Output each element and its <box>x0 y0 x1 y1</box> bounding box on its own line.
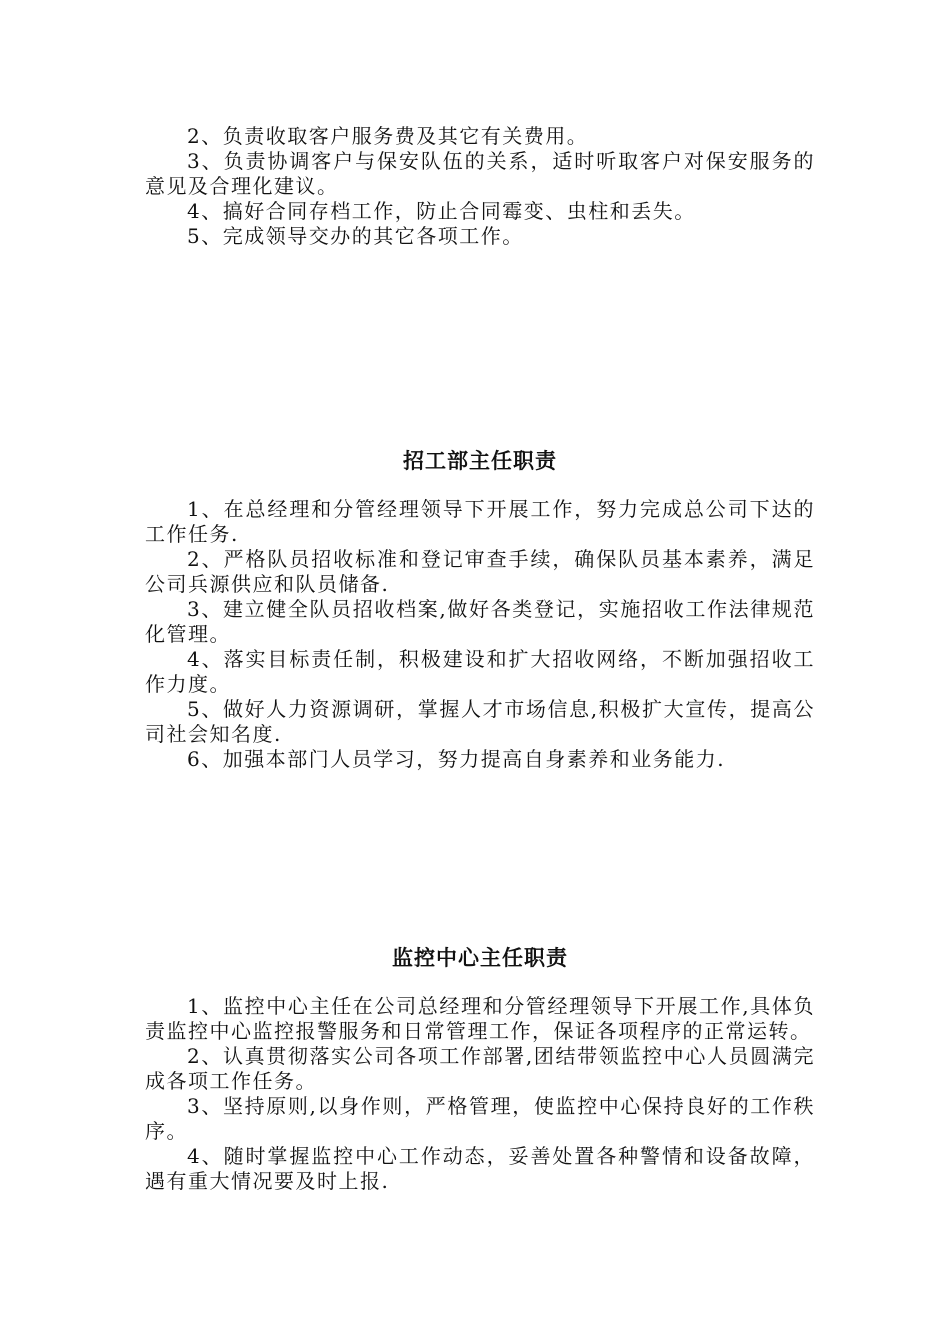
top-item-4: 4、搞好合同存档工作，防止合同霉变、虫柱和丢失。 <box>187 199 696 223</box>
recruit-section-title: 招工部主任职责 <box>403 448 557 473</box>
recruit-item-6: 6、加强本部门人员学习，努力提高自身素养和业务能力. <box>187 747 726 771</box>
top-section <box>145 124 815 249</box>
recruit-item-3: 3、建立健全队员招收档案,做好各类登记，实施招收工作法律规范化管理。 <box>145 597 815 646</box>
monitor-item-4: 4、随时掌握监控中心工作动态，妥善处置各种警情和设备故障，遇有重大情况要及时上报. <box>145 1144 815 1193</box>
monitor-section <box>145 994 815 1194</box>
top-item-3: 3、负责协调客户与保安队伍的关系，适时听取客户对保安服务的意见及合理化建议。 <box>145 149 815 198</box>
monitor-item-3: 3、坚持原则,以身作则，严格管理，使监控中心保持良好的工作秩序。 <box>145 1094 815 1143</box>
monitor-section-title: 监控中心主任职责 <box>392 945 568 970</box>
recruit-item-1: 1、在总经理和分管经理领导下开展工作，努力完成总公司下达的工作任务. <box>145 497 815 546</box>
recruit-item-5: 5、做好人力资源调研，掌握人才市场信息,积极扩大宣传，提高公司社会知名度. <box>145 697 815 746</box>
monitor-item-1: 1、监控中心主任在公司总经理和分管经理领导下开展工作,具体负责监控中心监控报警服务和日常管理工作，保证各项程序的正常运转。 <box>145 994 815 1043</box>
top-item-5: 5、完成领导交办的其它各项工作。 <box>187 224 524 248</box>
monitor-item-2: 2、认真贯彻落实公司各项工作部署,团结带领监控中心人员圆满完成各项工作任务。 <box>145 1044 815 1093</box>
recruit-section <box>145 497 815 772</box>
recruit-item-4: 4、落实目标责任制，积极建设和扩大招收网络，不断加强招收工作力度。 <box>145 647 815 696</box>
top-item-2: 2、负责收取客户服务费及其它有关费用。 <box>187 124 589 148</box>
recruit-item-2: 2、严格队员招收标准和登记审查手续，确保队员基本素养，满足公司兵源供应和队员储备. <box>145 547 815 596</box>
